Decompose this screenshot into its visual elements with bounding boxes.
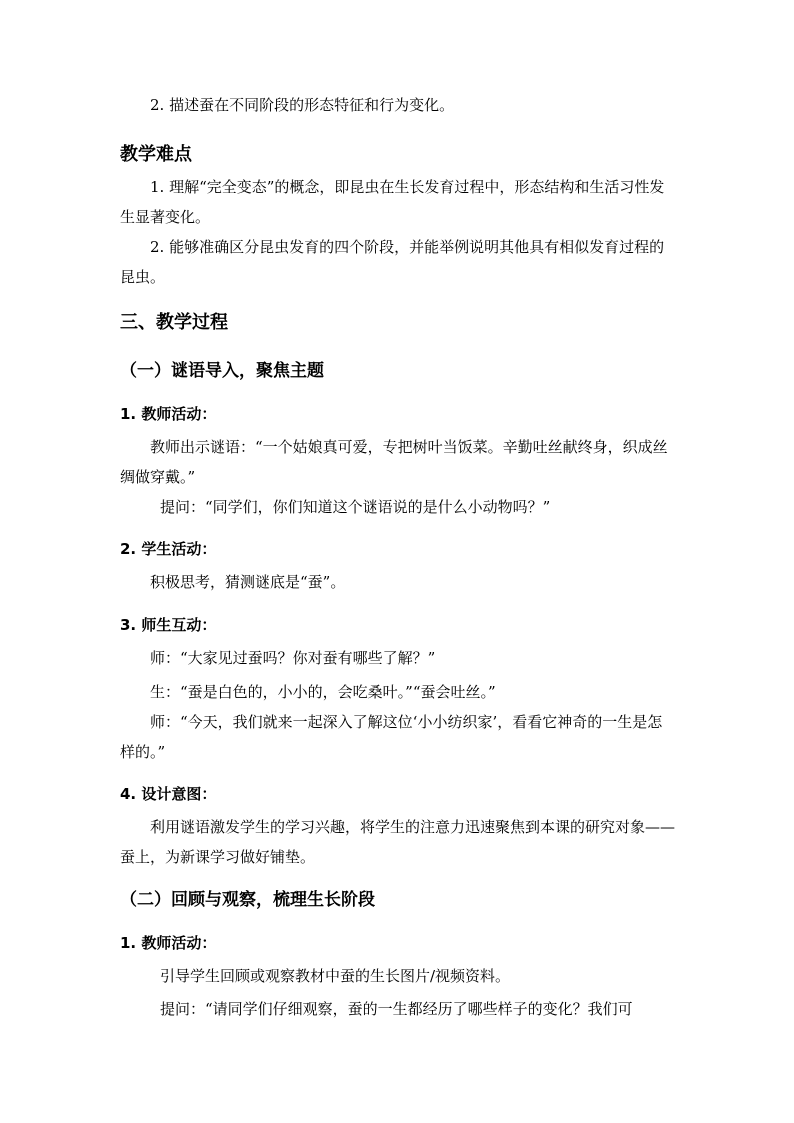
process-heading: 三、教学过程 <box>120 312 228 333</box>
difficulties-heading: 教学难点 <box>120 144 192 165</box>
guide-text: 引导学生回顾或观察教材中蚕的生长图片/视频资料。 <box>160 967 511 985</box>
design-intent-text: 利用谜语激发学生的学习兴趣，将学生的注意力迅速聚焦到本课的研究对象——蚕上，为新课学习做好铺垫。 <box>120 818 676 866</box>
part2-heading: （二）回顾与观察，梳理生长阶段 <box>120 890 375 910</box>
part1-teacher-heading: 1. 教师活动： <box>120 405 217 423</box>
riddle-text: 教师出示谜语：“一个姑娘真可爱，专把树叶当饭菜。辛勤吐丝献终身，织成丝绸做穿戴。” <box>120 438 668 486</box>
difficulty-item-1: 1. 理解“完全变态”的概念，即昆虫在生长发育过程中，形态结构和生活习性发生显著变化。 <box>120 178 665 226</box>
teacher-line-1: 师：“大家见过蚕吗？你对蚕有哪些了解？” <box>150 649 436 667</box>
difficulty-item-2: 2. 能够准确区分昆虫发育的四个阶段，并能举例说明其他具有相似发育过程的昆虫。 <box>120 238 665 286</box>
teacher-line-2: 师：“今天，我们就来一起深入了解这位‘小小纺织家’，看看它神奇的一生是怎样的。” <box>120 713 663 761</box>
student-reply: 生：“蚕是白色的，小小的，会吃桑叶。”“蚕会吐丝。” <box>150 683 496 701</box>
part1-intent-heading: 4. 设计意图： <box>120 785 217 803</box>
part1-student-heading: 2. 学生活动： <box>120 540 217 558</box>
question-text: 提问：“同学们，你们知道这个谜语说的是什么小动物吗？” <box>160 498 551 516</box>
part1-interaction-heading: 3. 师生互动： <box>120 616 217 634</box>
student-activity-text: 积极思考，猜测谜底是“蚕”。 <box>150 573 346 591</box>
objective-item-2: 2. 描述蚕在不同阶段的形态特征和行为变化。 <box>150 96 455 114</box>
part1-heading: （一）谜语导入，聚焦主题 <box>120 361 324 381</box>
observe-question-text: 提问：“请同学们仔细观察，蚕的一生都经历了哪些样子的变化？我们可 <box>160 1000 633 1018</box>
part2-teacher-heading: 1. 教师活动： <box>120 934 217 952</box>
